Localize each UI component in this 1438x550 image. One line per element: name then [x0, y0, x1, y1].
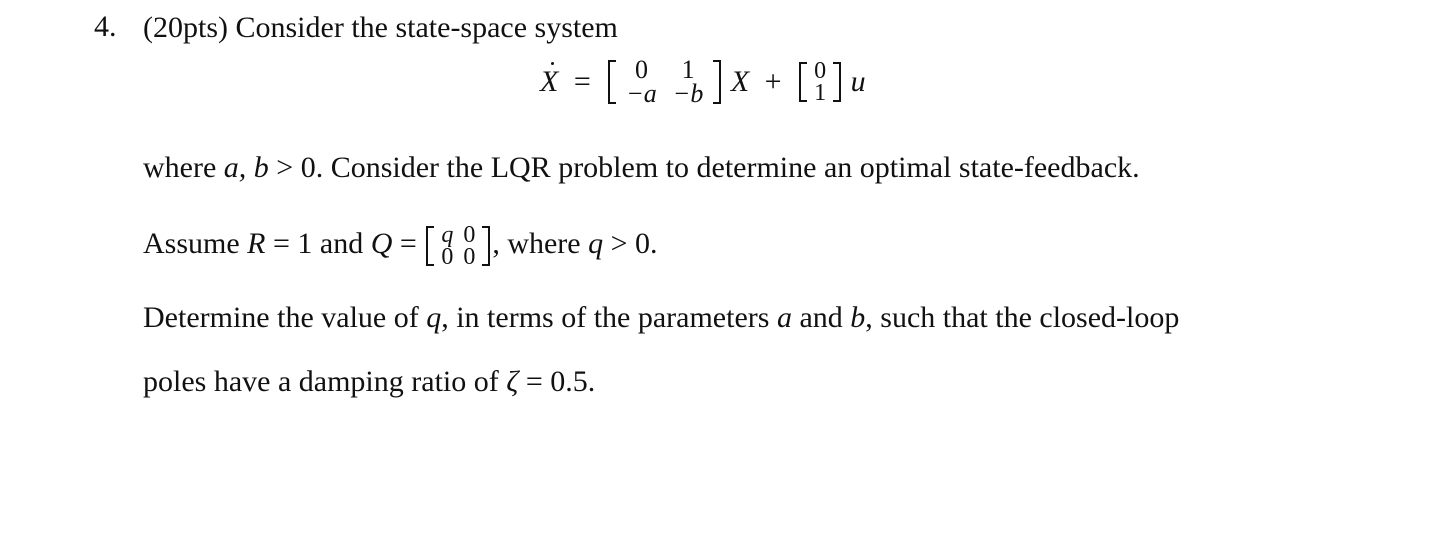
- xdot-symbol: X: [540, 65, 559, 98]
- text: =: [392, 226, 425, 260]
- state-equation: [540, 55, 866, 138]
- matrix-b-cell: 0: [814, 58, 827, 84]
- matrix-q-cell: q: [441, 222, 454, 248]
- math-ab: a, b: [223, 151, 269, 184]
- math-b: b: [850, 301, 866, 334]
- damping-line: [143, 364, 595, 400]
- matrix-a: [608, 55, 721, 108]
- problem-number: 4.: [94, 10, 117, 43]
- matrix-b: [799, 60, 841, 104]
- matrix-q-cell: 0: [463, 244, 476, 270]
- math-zeta: ζ: [506, 365, 519, 398]
- matrix-q: [426, 224, 490, 268]
- matrix-q-cell: 0: [441, 244, 454, 270]
- text: , in terms of the parameters: [441, 301, 777, 334]
- text: Determine the value of: [143, 301, 427, 334]
- math-a: a: [776, 301, 792, 334]
- matrix-a-cell: −a: [626, 79, 657, 108]
- matrix-b-cell: 1: [814, 80, 827, 106]
- text: and: [791, 301, 851, 334]
- text: , where: [492, 226, 589, 260]
- text: Assume: [143, 226, 248, 260]
- text: = 0.5.: [518, 365, 596, 398]
- math-q: q: [588, 226, 604, 260]
- matrix-q-cell: 0: [463, 222, 476, 248]
- text: > 0. Consider the LQR problem to determine an optimal state-feedback.: [268, 151, 1140, 184]
- text: > 0.: [603, 226, 658, 260]
- plus-sign: +: [764, 65, 782, 98]
- assumption-line: [143, 224, 658, 268]
- state-symbol: X: [730, 65, 750, 98]
- text: = 1 and: [265, 226, 371, 260]
- input-symbol: u: [850, 65, 866, 98]
- math-q: q: [426, 301, 442, 334]
- math-r: R: [247, 226, 266, 260]
- equals-sign: =: [573, 65, 591, 98]
- task-line: [143, 300, 1179, 336]
- text: , such that the closed-loop: [865, 301, 1180, 334]
- condition-line: [143, 150, 1140, 186]
- text: poles have a damping ratio of: [143, 365, 507, 398]
- math-q-matrix-label: Q: [370, 226, 393, 260]
- matrix-a-cell: 0: [635, 55, 649, 84]
- problem-header: (20pts) Consider the state-space system: [143, 11, 618, 44]
- matrix-a-cell: −b: [672, 79, 704, 108]
- matrix-a-cell: 1: [681, 55, 695, 84]
- text: where: [143, 151, 224, 184]
